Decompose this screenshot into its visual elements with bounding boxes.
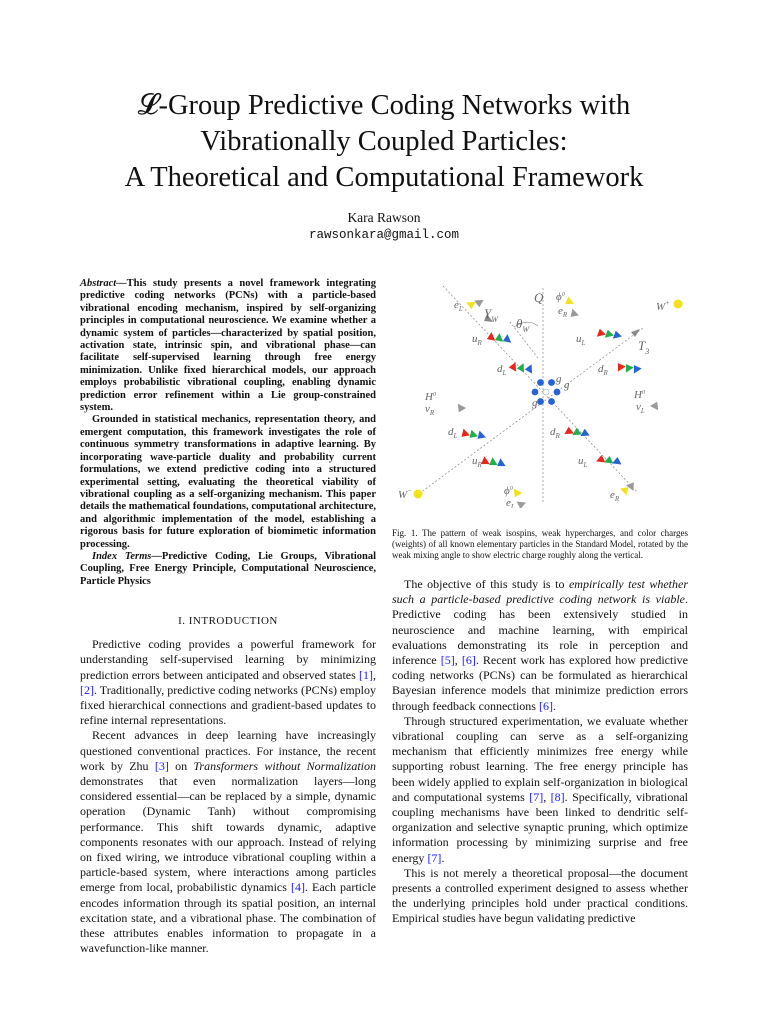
particle-diagram: [388, 278, 688, 508]
citation-link[interactable]: [7]: [427, 850, 442, 865]
citation-link[interactable]: [8]: [550, 789, 565, 804]
gluon: [532, 389, 539, 396]
label-nu-r: $\nu_R$: [425, 403, 435, 417]
label-t3: $T_3$: [638, 338, 650, 356]
author-name: Kara Rawson: [347, 210, 421, 225]
abstract: [80, 278, 376, 588]
label-g-right: g: [564, 379, 570, 391]
label-h-right: $H^0$: [634, 389, 645, 401]
label-q: Q: [534, 290, 544, 305]
particle-marker: [488, 457, 499, 468]
figure-caption: Fig. 1. The pattern of weak isospins, weak hypercharges, and color charges (weights) of all known elementary particles in the Standard Model, rotated by the weak mixing angle to show electric charge roughly along the vertical.: [392, 528, 688, 560]
particle-marker: [480, 456, 491, 467]
particle-marker: [458, 404, 466, 412]
citation-link[interactable]: [7]: [529, 789, 544, 804]
label-d-l-bottom: $d_L$: [448, 426, 458, 440]
label-u-l-bottom: $u_L$: [578, 455, 588, 469]
label-theta-w: $\theta_W$: [516, 316, 530, 334]
citation-link[interactable]: [6]: [538, 698, 553, 713]
citation-link[interactable]: [2]: [80, 682, 94, 697]
label-e-l-bottom: $e_L$: [506, 497, 515, 508]
particle-marker: [630, 364, 641, 375]
particle-marker: [570, 309, 581, 320]
gluon: [548, 379, 555, 386]
left-column: [80, 278, 376, 956]
gluon: [554, 389, 561, 396]
label-g-left: g: [532, 397, 538, 409]
particle-marker: [477, 431, 488, 442]
abstract-paragraph-1: Abstract—This study presents a novel framework integrating predictive coding networks (PCNs) with a particle-based vibrational encoding mechanism, inspired by self-organizing principles in computational neuroscience. We examine whether a dynamic system of particles—characterized by spatial position, activation state, intrinsic spin, and vibrational phase—can facilitate self-supervised learning through free energy minimization. Unlike fixed hierarchical models, our approach employs probabilistic vibrational coupling, enabling dynamic prediction error refinement within a Lie group-constrained system.: [80, 278, 376, 414]
particle-marker: [514, 489, 522, 497]
label-u-r-bottom: $u_R$: [472, 455, 482, 469]
gluon: [537, 379, 544, 386]
label-d-r-bottom: $d_R$: [550, 426, 560, 440]
particle-marker: [496, 458, 507, 469]
particle-marker: [594, 328, 606, 340]
label-phi-top: $\phi^0$: [556, 291, 565, 303]
index-terms: Index Terms—Predictive Coding, Lie Groups, Vibrational Coupling, Free Energy Principle, Computational Neuroscience, Particle Physics: [80, 550, 376, 587]
w-plus-boson: [674, 300, 683, 309]
label-u-r-top: $u_R$: [472, 333, 482, 347]
particle-marker: [502, 334, 514, 346]
label-nu-l: $\nu_L$: [636, 401, 645, 415]
label-e-r-bottom: $e_R$: [610, 489, 620, 503]
label-e-left: $e_L$: [454, 299, 463, 313]
citation-link[interactable]: [6]: [461, 653, 476, 668]
intro-paragraph-4: Through structured experimentation, we evaluate whether vibrational coupling can serve as a self-organizing mechanism that efficiently minimizes free energy while supporting robust learning. The free energy principle has been widely applied to explain self-organization in biological and computational systems [7], [8]. Specifically, vibrational coupling mechanisms have been linked to dendritic self-organization and selective synaptic pruning, which optimize information processing by minimizing surprise and free energy [7].: [392, 713, 689, 865]
title-line-1: 𝓛-Group Predictive Coding Networks with: [137, 90, 631, 121]
label-g-top: g: [556, 373, 562, 385]
label-d-r-top: $d_R$: [598, 363, 608, 377]
label-w-plus: W+: [656, 299, 670, 313]
title-line-3: A Theoretical and Computational Framework: [124, 162, 644, 193]
label-d-l-top: $d_L$: [497, 363, 507, 377]
intro-paragraph-1: Predictive coding provides a powerful framework for understanding self-supervised learning by minimizing prediction errors between anticipated and observed states [1], [2]. Traditionally, predictive coding networks (PCNs) employ fixed hierarchical connections and gradient-based updates to refine internal representations.: [80, 637, 376, 728]
particle-marker: [650, 402, 658, 410]
particle-marker: [562, 426, 573, 437]
index-terms-lead: Index Terms: [92, 550, 152, 562]
particle-marker: [517, 499, 528, 508]
citation-link[interactable]: [4]: [290, 880, 305, 895]
label-e-right: $e_R$: [558, 305, 568, 319]
particle-marker: [614, 362, 625, 373]
gluon: [537, 398, 544, 405]
label-w-minus: W−: [398, 487, 412, 501]
figure-standard-model: [388, 278, 688, 508]
w-minus-boson: [414, 490, 423, 499]
intro-paragraph-3: The objective of this study is to empirically test whether such a particle-based predictive coding network is viable. Predictive coding has been extensively studied in neuroscience and machine learning, with empirical evaluations demonstrating its role in perception and inference [5], [6]. Recent work has explored how predictive coding networks (PCNs) can be formulated as hierarchical Bayesian inference models that minimize prediction errors through feedback connections [6].: [392, 577, 689, 713]
particle-marker: [466, 298, 477, 309]
intro-paragraph-5: This is not merely a theoretical proposal—the document presents a controlled experiment designed to assess whether the underlying principles hold under practical conditions. Empirical studies have begun validating predictive: [392, 865, 688, 926]
particle-marker: [494, 333, 506, 345]
citation-link[interactable]: [5]: [440, 653, 455, 668]
label-h-left: $H^0$: [425, 391, 436, 403]
particle-marker: [622, 363, 633, 374]
label-u-l-top: $u_L$: [576, 333, 586, 347]
right-column: [392, 278, 688, 927]
citation-link[interactable]: [1]: [359, 667, 373, 682]
particle-marker: [564, 296, 575, 307]
paper-title: [40, 88, 728, 196]
introduction-left: [80, 637, 376, 956]
gluon: [548, 398, 555, 405]
t3-axis-line: [416, 328, 643, 496]
intro-paragraph-2: Recent advances in deep learning have increasingly questioned conventional practices. For instance, the recent work by Zhu [3] on Transformers without Normalization demonstrates that even normalization layers—long considered essential—can be replaced by a simple, dynamic operation (Dynamic Tanh) without compromising performance. This shift towards dynamic, adaptive components resonates with our approach. Instead of relying on fixed wiring, we introduce vibrational coupling within a particle-based system, where interactions among particles emerge from local, probabilistic dynamics [4]. Each particle encodes information through its spatial position, an internal excitation state, and a vibrational phase. The combination of these attributes enables information to propagate in a wavefunction-like manner.: [80, 728, 377, 956]
label-phi-bottom: $\phi^0$: [504, 485, 513, 497]
abstract-paragraph-2: Grounded in statistical mechanics, representation theory, and emergent computation, this framework investigates the role of continuous symmetry transformations in adaptive learning. By incorporating wave-particle duality and probability current formulations, we extend predictive coding into a structured experimental setting, evaluating the theoretical viability of vibrational coupling as a self-organizing mechanism. This paper details the mathematical foundations, computational architecture, and algorithmic implementation of the model, establishing a rigorous basis for future exploration of biomimetic information processing.: [80, 414, 376, 550]
abstract-lead: Abstract: [80, 278, 117, 289]
particle-markers: [414, 296, 683, 508]
label-yw: $Y_W$: [484, 306, 498, 324]
section-heading-introduction: I. INTRODUCTION: [178, 615, 278, 628]
citation-link[interactable]: [3]: [154, 758, 169, 773]
author-email: rawsonkara@gmail.com: [308, 228, 460, 242]
title-line-2: Vibrationally Coupled Particles:: [200, 126, 568, 157]
particle-marker: [595, 455, 606, 466]
introduction-right: [392, 577, 688, 927]
